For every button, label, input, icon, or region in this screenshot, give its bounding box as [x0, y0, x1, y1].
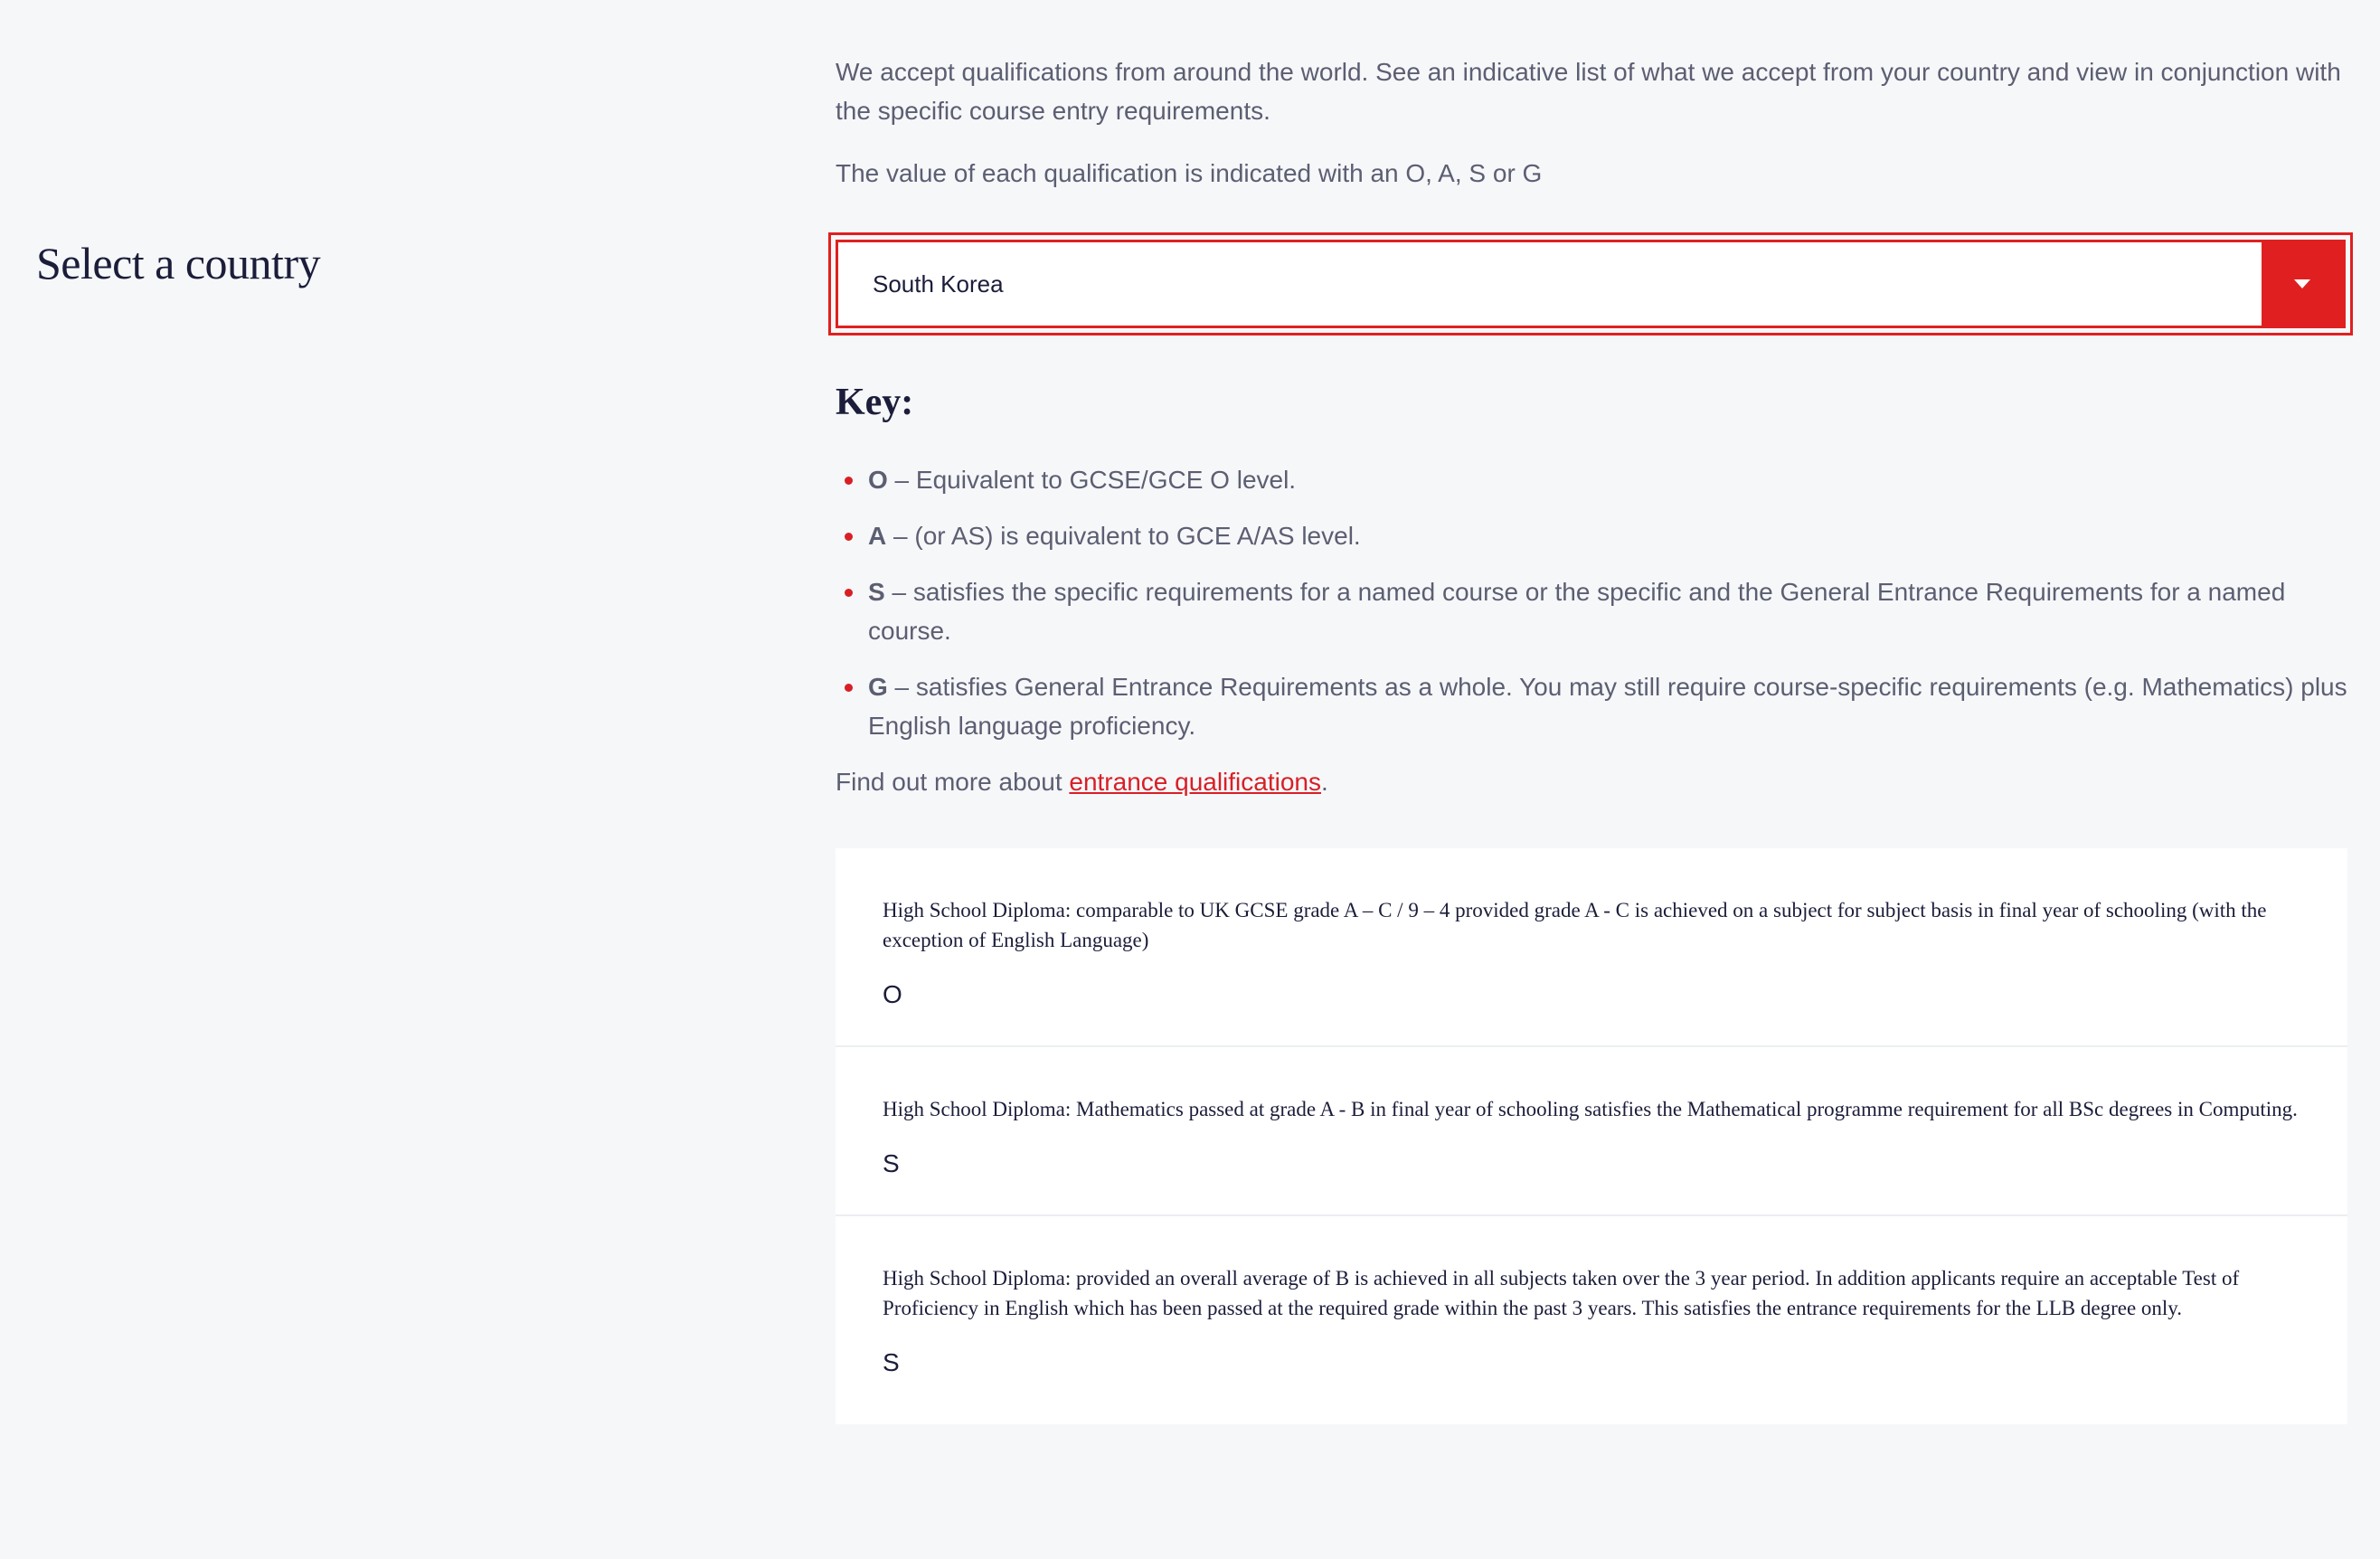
select-country-heading: Select a country — [36, 238, 321, 288]
bullet-icon — [845, 533, 853, 541]
chevron-down-icon — [2294, 279, 2310, 288]
qualification-card — [836, 1216, 2347, 1424]
key-letter: G — [868, 673, 888, 701]
value-explanation: The value of each qualification is indicated with an O, A, S or G — [836, 159, 1543, 187]
country-select-value[interactable]: South Korea — [873, 269, 1004, 298]
qualification-card — [836, 1047, 2347, 1216]
qualification-description: High School Diploma: comparable to UK GCSE grade A – C / 9 – 4 provided grade A - C is achieved on a subject for subject basis in final year of schooling (with the exception of English Language) — [883, 899, 2267, 951]
qualification-card — [836, 848, 2347, 1047]
bullet-icon — [845, 589, 853, 597]
key-letter: O — [868, 466, 888, 494]
country-select-focus-ring — [828, 232, 2353, 335]
find-more-suffix: . — [1321, 768, 1328, 796]
find-more-text — [836, 762, 2351, 801]
qualifications-panel — [836, 52, 2351, 1424]
bullet-icon — [845, 684, 853, 692]
qualification-description: High School Diploma: Mathematics passed at grade A - B in final year of schooling satisfies the Mathematical programme requirement for all BSc degrees in Computing. — [883, 1098, 2298, 1120]
bullet-icon — [845, 477, 853, 485]
find-more-prefix: Find out more about — [836, 768, 1070, 796]
key-text: – satisfies General Entrance Requirements as a whole. You may still require course-specific requirements (e.g. Mathematics) plus English language proficiency. — [868, 673, 2347, 740]
key-text: – (or AS) is equivalent to GCE A/AS level. — [886, 522, 1361, 550]
key-text: – satisfies the specific requirements for a named course or the specific and the General Entrance Requirements for a named course. — [868, 578, 2286, 645]
key-item-s — [836, 572, 2351, 650]
key-text: – Equivalent to GCSE/GCE O level. — [887, 466, 1297, 494]
qualification-grade: O — [883, 980, 902, 1008]
country-select-toggle[interactable] — [2262, 242, 2343, 326]
qualification-grade: S — [883, 1348, 900, 1376]
entrance-qualifications-link[interactable]: entrance qualifications — [1069, 768, 1321, 796]
key-item-a — [836, 516, 2351, 555]
key-heading: Key: — [836, 382, 914, 423]
qualification-list — [836, 848, 2347, 1424]
qualification-description: High School Diploma: provided an overall average of B is achieved in all subjects taken over the 3 year period. In addition applicants require an acceptable Test of Proficiency in English which has been passed at the required grade within the past 3 years. This satisfies the entrance requirements for the LLB degree only. — [883, 1267, 2240, 1319]
key-item-g — [836, 667, 2351, 745]
intro-paragraph: We accept qualifications from around the world. See an indicative list of what we accept from your country and view in conjunction with the specific course entry requirements. — [836, 58, 2341, 125]
country-select[interactable] — [836, 240, 2346, 328]
key-letter: S — [868, 578, 885, 606]
key-list — [836, 460, 2351, 745]
key-item-o — [836, 460, 2351, 499]
qualification-grade: S — [883, 1149, 900, 1177]
key-letter: A — [868, 522, 887, 550]
